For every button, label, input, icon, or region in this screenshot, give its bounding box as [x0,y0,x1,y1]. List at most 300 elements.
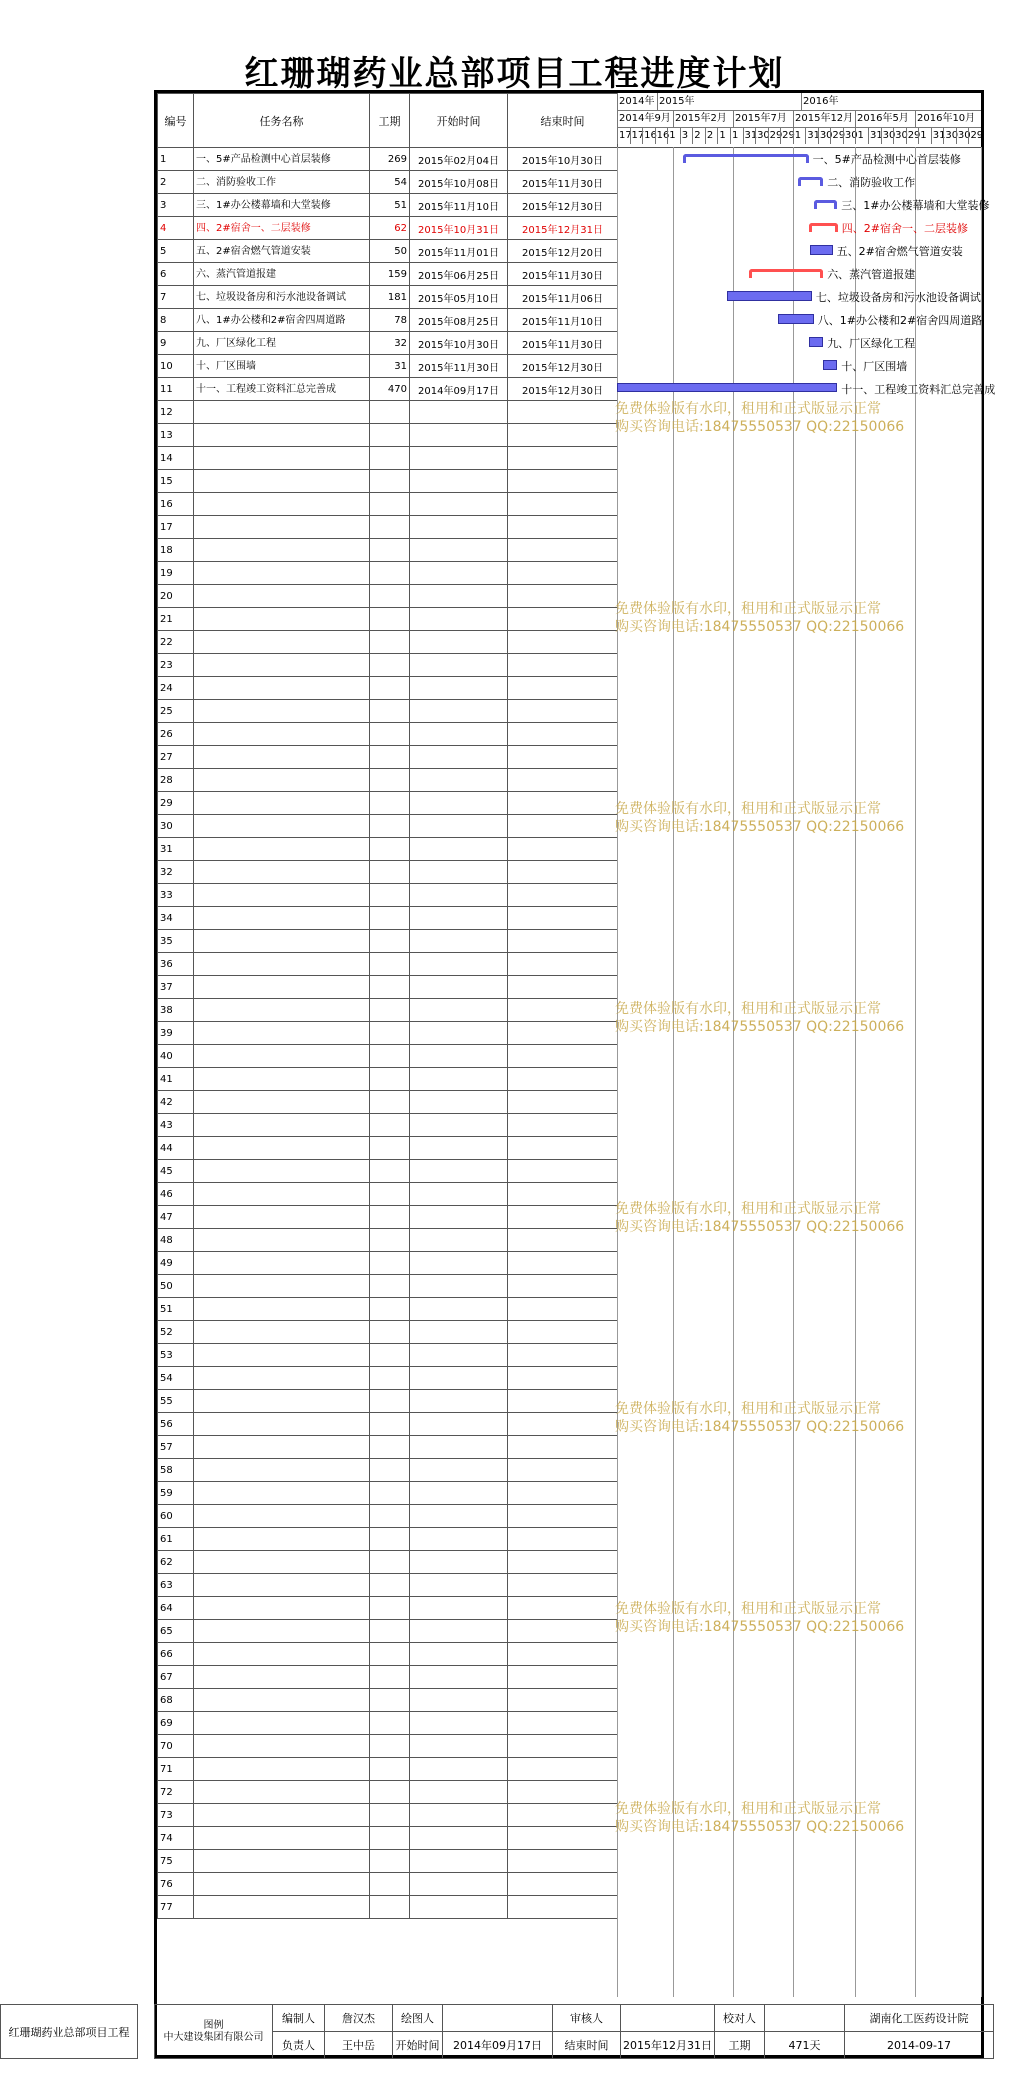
row-no: 48 [158,1229,194,1252]
footer-project: 红珊瑚药业总部项目工程 [1,2005,138,2059]
timescale-cell: 31 [931,127,944,144]
table-row [158,1735,618,1758]
footer-owner: 王中岳 [325,2032,393,2059]
empty-cell [508,838,618,861]
empty-cell [194,1091,370,1114]
row-no: 23 [158,654,194,677]
empty-cell [194,585,370,608]
table-row [158,1206,618,1229]
empty-cell [508,1689,618,1712]
empty-cell [194,700,370,723]
empty-cell [194,838,370,861]
empty-cell [508,1712,618,1735]
gantt-bar [798,177,823,186]
task-start: 2015年10月08日 [410,171,508,194]
task-end: 2015年11月10日 [508,309,618,332]
table-row [158,1551,618,1574]
row-no: 18 [158,539,194,562]
gantt-bar-label: 三、1#办公楼幕墙和大堂装修 [841,199,990,212]
watermark-line: 购买咨询电话:18475550537 QQ:22150066 [615,1219,905,1235]
empty-cell [508,1804,618,1827]
empty-cell [410,1367,508,1390]
timescale-cell: 2014年9月 [617,110,673,127]
table-row [158,1045,618,1068]
gantt-bar-label: 九、厂区绿化工程 [827,337,916,350]
empty-cell [194,1873,370,1896]
footer-dur-label: 工期 [715,2032,765,2059]
timescale-cell: 30 [818,127,831,144]
empty-cell [194,1896,370,1919]
empty-cell [194,654,370,677]
task-no: 11 [158,378,194,401]
empty-cell [194,1183,370,1206]
task-start: 2015年10月31日 [410,217,508,240]
task-duration: 181 [370,286,410,309]
empty-cell [410,677,508,700]
row-no: 26 [158,723,194,746]
empty-cell [370,1390,410,1413]
row-no: 12 [158,401,194,424]
gantt-bar [683,154,809,163]
empty-cell [194,631,370,654]
empty-cell [508,424,618,447]
empty-cell [410,447,508,470]
row-no: 33 [158,884,194,907]
table-row [158,424,618,447]
table-row [158,907,618,930]
timescale-cell: 2015年7月 [733,110,793,127]
timescale-cell: 2016年10月 [915,110,981,127]
empty-cell [370,608,410,631]
empty-cell [410,493,508,516]
empty-cell [370,1666,410,1689]
timescale-cell: 2 [705,127,718,144]
table-row [158,1505,618,1528]
row-no: 65 [158,1620,194,1643]
empty-cell [410,723,508,746]
task-start: 2015年11月10日 [410,194,508,217]
task-name: 八、1#办公楼和2#宿舍四周道路 [194,309,370,332]
empty-cell [370,424,410,447]
empty-cell [410,907,508,930]
gantt-bar-label: 四、2#宿舍一、二层装修 [841,222,968,235]
empty-cell [410,654,508,677]
row-no: 42 [158,1091,194,1114]
row-no: 35 [158,930,194,953]
table-row [158,769,618,792]
empty-cell [370,1896,410,1919]
empty-cell [194,424,370,447]
empty-cell [508,1275,618,1298]
footer-end-label: 结束时间 [553,2032,621,2059]
row-no: 38 [158,999,194,1022]
row-no: 32 [158,861,194,884]
gantt-bar-label: 六、蒸汽管道报建 [827,268,916,281]
table-row [158,539,618,562]
table-row [158,1712,618,1735]
row-no: 36 [158,953,194,976]
empty-cell [370,746,410,769]
table-row [158,1528,618,1551]
row-no: 68 [158,1689,194,1712]
empty-cell [194,1574,370,1597]
empty-cell [194,999,370,1022]
empty-cell [194,1045,370,1068]
footer-drawer-label: 绘图人 [393,2005,443,2032]
table-row [158,1390,618,1413]
table-row [158,1689,618,1712]
table-row [158,631,618,654]
empty-cell [508,1321,618,1344]
table-row [158,194,618,217]
empty-cell [410,1758,508,1781]
row-no: 39 [158,1022,194,1045]
empty-cell [370,1206,410,1229]
empty-cell [410,1436,508,1459]
table-row [158,562,618,585]
empty-cell [194,1597,370,1620]
table-row [158,1574,618,1597]
empty-cell [508,1252,618,1275]
table-row [158,1183,618,1206]
task-name: 九、厂区绿化工程 [194,332,370,355]
empty-cell [508,1137,618,1160]
row-no: 76 [158,1873,194,1896]
watermark [615,1400,904,1436]
empty-cell [194,1436,370,1459]
empty-cell [194,1643,370,1666]
table-row [158,723,618,746]
empty-cell [194,1666,370,1689]
empty-cell [410,1413,508,1436]
timescale-cell: 1 [793,127,806,144]
footer-date: 2014-09-17 [845,2032,994,2059]
empty-cell [370,1528,410,1551]
task-end: 2015年12月30日 [508,378,618,401]
empty-cell [370,539,410,562]
task-end: 2015年11月30日 [508,332,618,355]
gantt-bar-label: 十、厂区围墙 [841,360,908,373]
empty-cell [194,1114,370,1137]
empty-cell [410,1390,508,1413]
empty-cell [508,930,618,953]
table-row [158,1275,618,1298]
task-name: 十、厂区围墙 [194,355,370,378]
row-no: 66 [158,1643,194,1666]
empty-cell [194,907,370,930]
task-duration: 62 [370,217,410,240]
timescale-cell: 2015年12月 [793,110,855,127]
timescale-cell: 1 [730,127,743,144]
empty-cell [508,1344,618,1367]
empty-cell [508,516,618,539]
empty-cell [410,539,508,562]
row-no: 77 [158,1896,194,1919]
empty-cell [410,1896,508,1919]
timescale-cell: 30 [943,127,956,144]
empty-cell [194,447,370,470]
empty-cell [508,401,618,424]
empty-cell [508,1436,618,1459]
table-row [158,1413,618,1436]
table-row [158,378,618,401]
empty-cell [508,1298,618,1321]
task-no: 6 [158,263,194,286]
empty-cell [370,838,410,861]
empty-cell [370,723,410,746]
gantt-bar [809,223,838,232]
table-row [158,309,618,332]
row-no: 49 [158,1252,194,1275]
empty-cell [194,1551,370,1574]
task-start: 2015年11月01日 [410,240,508,263]
task-no: 5 [158,240,194,263]
row-no: 69 [158,1712,194,1735]
table-row [158,585,618,608]
watermark-line: 免费体验版有水印，租用和正式版显示正常 [615,1601,881,1617]
empty-cell [508,815,618,838]
empty-cell [194,1022,370,1045]
table-row [158,240,618,263]
empty-cell [410,746,508,769]
col-header-start: 开始时间 [410,94,508,148]
row-no: 63 [158,1574,194,1597]
table-row [158,700,618,723]
empty-cell [370,1712,410,1735]
watermark-line: 免费体验版有水印，租用和正式版显示正常 [615,1001,881,1017]
row-no: 30 [158,815,194,838]
empty-cell [410,976,508,999]
empty-cell [410,815,508,838]
empty-cell [370,1252,410,1275]
table-row [158,217,618,240]
empty-cell [508,1781,618,1804]
empty-cell [508,1620,618,1643]
empty-cell [194,1850,370,1873]
task-end: 2015年12月31日 [508,217,618,240]
timescale-cell: 1 [855,127,868,144]
empty-cell [370,1505,410,1528]
row-no: 50 [158,1275,194,1298]
task-name: 七、垃圾设备房和污水池设备调试 [194,286,370,309]
empty-cell [508,493,618,516]
empty-cell [370,1114,410,1137]
empty-cell [410,1298,508,1321]
empty-cell [410,1528,508,1551]
table-row [158,815,618,838]
task-start: 2014年09月17日 [410,378,508,401]
empty-cell [194,1321,370,1344]
task-no: 8 [158,309,194,332]
empty-cell [410,953,508,976]
watermark-line: 免费体验版有水印，租用和正式版显示正常 [615,1401,881,1417]
footer-reviewer [621,2005,715,2032]
footer-table [0,2004,994,2059]
empty-cell [508,861,618,884]
gantt-bar [778,314,814,324]
row-no: 51 [158,1298,194,1321]
empty-cell [194,493,370,516]
footer-company: 中大建设集团有限公司 [163,2031,264,2043]
empty-cell [370,999,410,1022]
empty-cell [194,562,370,585]
watermark-line: 购买咨询电话:18475550537 QQ:22150066 [615,819,905,835]
col-header-end: 结束时间 [508,94,618,148]
task-start: 2015年08月25日 [410,309,508,332]
watermark-line: 购买咨询电话:18475550537 QQ:22150066 [615,1419,905,1435]
table-row [158,171,618,194]
empty-cell [508,1643,618,1666]
table-row [158,401,618,424]
empty-cell [508,562,618,585]
gantt-timescale [617,93,984,148]
empty-cell [508,1229,618,1252]
table-row [158,1022,618,1045]
timescale-cell: 29 [768,127,781,144]
row-no: 13 [158,424,194,447]
empty-cell [508,700,618,723]
table-row [158,1459,618,1482]
table-row [158,1321,618,1344]
row-no: 43 [158,1114,194,1137]
row-no: 47 [158,1206,194,1229]
row-no: 17 [158,516,194,539]
timescale-cell: 2015年2月 [673,110,733,127]
empty-cell [370,1068,410,1091]
empty-cell [410,1321,508,1344]
empty-cell [410,1643,508,1666]
empty-cell [370,1689,410,1712]
timescale-cell: 31 [868,127,881,144]
empty-cell [410,1068,508,1091]
empty-cell [508,1827,618,1850]
table-row [158,976,618,999]
table-row [158,470,618,493]
timescale-cell: 30 [956,127,969,144]
task-start: 2015年06月25日 [410,263,508,286]
empty-cell [410,700,508,723]
watermark-line: 购买咨询电话:18475550537 QQ:22150066 [615,1819,905,1835]
empty-cell [370,861,410,884]
empty-cell [370,1574,410,1597]
empty-cell [508,1505,618,1528]
empty-cell [508,1183,618,1206]
timescale-cell: 16 [655,127,668,144]
empty-cell [370,1045,410,1068]
task-no: 4 [158,217,194,240]
timescale-cell: 2014年 [617,93,657,110]
empty-cell [410,1091,508,1114]
empty-cell [194,976,370,999]
watermark [615,800,904,836]
empty-cell [370,907,410,930]
empty-cell [410,1183,508,1206]
task-name: 十一、工程竣工资料汇总完善成 [194,378,370,401]
empty-cell [508,1758,618,1781]
empty-cell [508,447,618,470]
empty-cell [370,1160,410,1183]
empty-cell [410,470,508,493]
empty-cell [508,1091,618,1114]
empty-cell [410,769,508,792]
table-row [158,148,618,171]
empty-cell [508,1390,618,1413]
task-end: 2015年11月30日 [508,171,618,194]
empty-cell [410,401,508,424]
empty-cell [370,884,410,907]
empty-cell [410,1022,508,1045]
table-row [158,1344,618,1367]
table-row [158,332,618,355]
empty-cell [194,1827,370,1850]
empty-cell [508,1068,618,1091]
footer-institute: 湖南化工医药设计院 [845,2005,994,2032]
task-end: 2015年12月30日 [508,194,618,217]
empty-cell [370,1321,410,1344]
task-no: 1 [158,148,194,171]
row-no: 58 [158,1459,194,1482]
empty-cell [370,1735,410,1758]
empty-cell [370,1850,410,1873]
watermark-line: 购买咨询电话:18475550537 QQ:22150066 [615,619,905,635]
row-no: 64 [158,1597,194,1620]
row-no: 55 [158,1390,194,1413]
table-row [158,493,618,516]
empty-cell [370,1275,410,1298]
task-end: 2015年12月30日 [508,355,618,378]
table-row [158,1666,618,1689]
timescale-cell: 30 [843,127,856,144]
empty-cell [194,1758,370,1781]
empty-cell [194,401,370,424]
gantt-bar-label: 七、垃圾设备房和污水池设备调试 [815,291,981,304]
table-row [158,1758,618,1781]
task-name: 六、蒸汽管道报建 [194,263,370,286]
empty-cell [370,1298,410,1321]
empty-cell [370,700,410,723]
gantt-bar [823,360,837,370]
table-row [158,1068,618,1091]
empty-cell [370,401,410,424]
row-no: 70 [158,1735,194,1758]
empty-cell [370,677,410,700]
empty-cell [410,1597,508,1620]
watermark [615,400,904,436]
timescale-cell: 17 [630,127,643,144]
task-no: 2 [158,171,194,194]
table-row [158,286,618,309]
timescale-cell: 30 [881,127,894,144]
empty-cell [410,1114,508,1137]
row-no: 15 [158,470,194,493]
task-start: 2015年11月30日 [410,355,508,378]
footer-dur: 471天 [765,2032,845,2059]
footer-start: 2014年09月17日 [443,2032,553,2059]
gantt-bar [727,291,812,301]
empty-cell [370,654,410,677]
table-row [158,930,618,953]
row-no: 71 [158,1758,194,1781]
row-no: 37 [158,976,194,999]
row-no: 44 [158,1137,194,1160]
empty-cell [370,516,410,539]
task-table [157,93,618,1919]
table-row [158,884,618,907]
row-no: 52 [158,1321,194,1344]
row-no: 25 [158,700,194,723]
row-no: 41 [158,1068,194,1091]
empty-cell [508,677,618,700]
